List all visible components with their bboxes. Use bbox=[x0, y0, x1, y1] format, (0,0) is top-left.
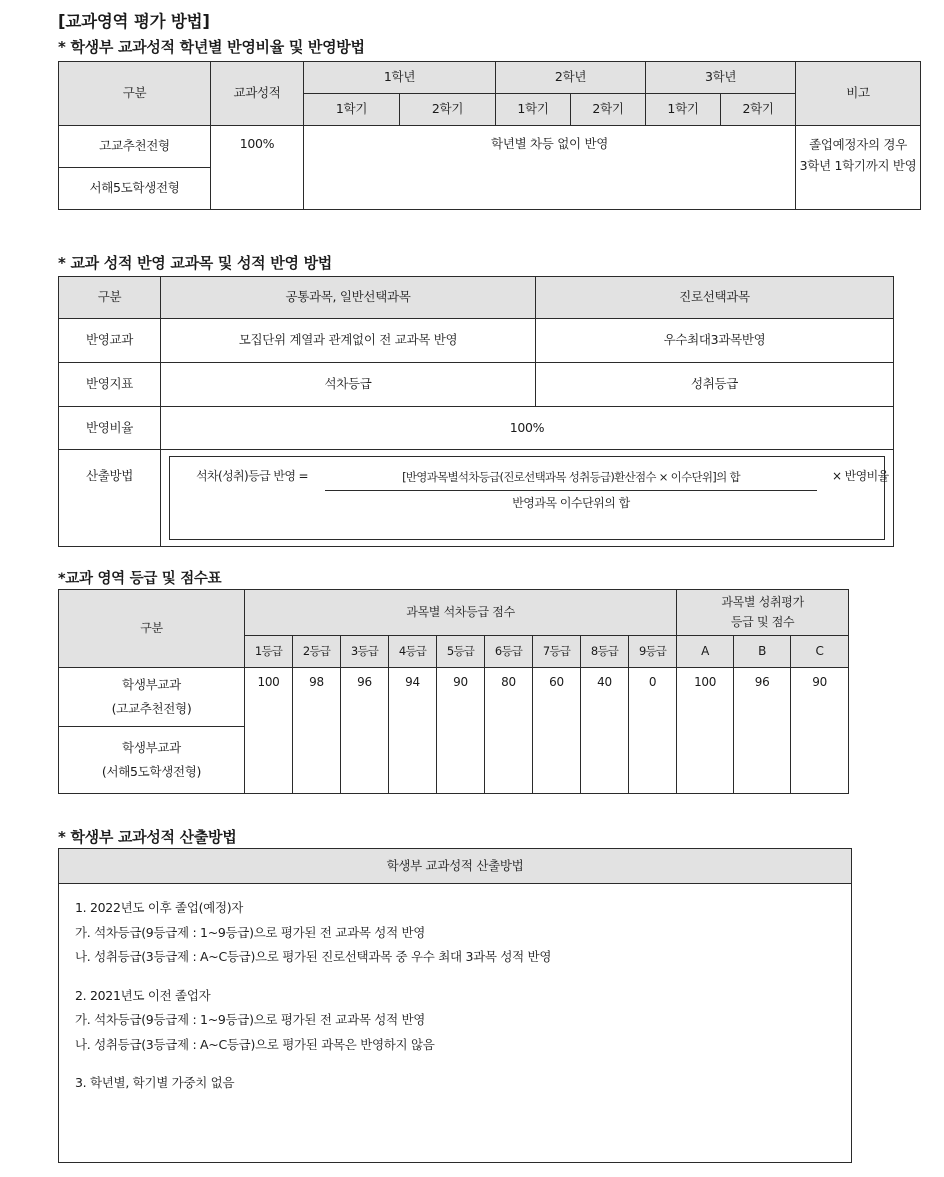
table-row bbox=[59, 849, 852, 884]
header-remarks: 비고 bbox=[796, 62, 921, 126]
score-achieve-a: 100 bbox=[677, 667, 734, 793]
score-rank-5: 90 bbox=[437, 667, 485, 793]
header-rank-1: 1등급 bbox=[245, 635, 293, 667]
header-rank-6: 6등급 bbox=[485, 635, 533, 667]
section-heading-calc-method: * 학생부 교과성적 산출방법 bbox=[58, 828, 237, 846]
formula-row bbox=[170, 457, 889, 515]
merged-note: 학년별 차등 없이 반영 bbox=[304, 126, 796, 210]
header-calc-method: 학생부 교과성적 산출방법 bbox=[59, 849, 852, 884]
formula-fraction bbox=[322, 467, 820, 515]
header-achieve-a: A bbox=[677, 635, 734, 667]
table-row bbox=[59, 319, 894, 363]
header-division: 구분 bbox=[59, 590, 245, 668]
calc-method-body bbox=[59, 884, 852, 1163]
score-rank-4: 94 bbox=[389, 667, 437, 793]
row-label-seohae bbox=[59, 726, 245, 793]
header-grade-3: 3학년 bbox=[646, 62, 796, 94]
header-achieve-c: C bbox=[791, 635, 849, 667]
score-rank-2: 98 bbox=[293, 667, 341, 793]
row-label-line-1: 학생부교과 bbox=[122, 740, 181, 756]
header-rank-4: 4등급 bbox=[389, 635, 437, 667]
header-achievement-group bbox=[677, 590, 849, 636]
formula-denominator: 반영과목 이수단위의 합 bbox=[512, 495, 630, 510]
remarks-line-2: 3학년 1학기까지 반영 bbox=[799, 158, 917, 174]
score-achieve-b: 96 bbox=[734, 667, 791, 793]
method-line: 3. 학년별, 학기별 가중치 없음 bbox=[75, 1075, 235, 1090]
header-rank-score-group: 과목별 석차등급 점수 bbox=[245, 590, 677, 636]
table-row bbox=[59, 277, 894, 319]
method-line: 나. 성취등급(3등급제 : A~C등급)으로 평가된 진로선택과목 중 우수 최대 3과목 성적 반영 bbox=[75, 949, 552, 964]
header-g2-term1: 1학기 bbox=[496, 94, 571, 126]
header-grade-1: 1학년 bbox=[304, 62, 496, 94]
header-grade-2: 2학년 bbox=[496, 62, 646, 94]
header-achieve-b: B bbox=[734, 635, 791, 667]
formula-right-side: × 반영비율 bbox=[831, 469, 889, 483]
header-g3-term1: 1학기 bbox=[646, 94, 721, 126]
remarks-cell bbox=[796, 126, 921, 210]
formula-cell bbox=[161, 450, 894, 547]
row-label-formula: 산출방법 bbox=[59, 450, 161, 547]
method-line: 가. 석차등급(9등급제 : 1~9등급)으로 평가된 전 교과목 성적 반영 bbox=[75, 1012, 426, 1027]
section-heading-subject: * 교과 성적 반영 교과목 및 성적 반영 방법 bbox=[58, 254, 332, 272]
header-achievement-line-2: 등급 및 점수 bbox=[730, 615, 795, 630]
row-label-ratio: 반영비율 bbox=[59, 407, 161, 450]
method-line: 2. 2021년도 이전 졸업자 bbox=[75, 987, 211, 1003]
cell-career-indicator: 성취등급 bbox=[536, 363, 894, 407]
section-heading-score-table: *교과 영역 등급 및 점수표 bbox=[58, 571, 222, 587]
row-label-gochu bbox=[59, 667, 245, 726]
header-common-subject: 공통과목, 일반선택과목 bbox=[161, 277, 536, 319]
score-rank-3: 96 bbox=[341, 667, 389, 793]
table-row bbox=[59, 590, 849, 636]
header-g1-term2: 2학기 bbox=[400, 94, 496, 126]
formula-numerator: [반영과목별석차등급(진로선택과목 성취등급)환산점수 × 이수단위]의 합 bbox=[402, 470, 740, 484]
semester-ratio-table bbox=[58, 61, 921, 210]
method-line: 1. 2022년도 이후 졸업(예정)자 bbox=[75, 900, 244, 915]
header-g3-term2: 2학기 bbox=[721, 94, 796, 126]
method-spacer bbox=[73, 1057, 837, 1071]
table-row bbox=[59, 667, 849, 726]
score-rank-1: 100 bbox=[245, 667, 293, 793]
table-row bbox=[59, 884, 852, 1163]
ratio-value: 100% bbox=[211, 126, 304, 210]
cell-common-indicator: 석차등급 bbox=[161, 363, 536, 407]
score-rank-8: 40 bbox=[581, 667, 629, 793]
row-label-line-2: (서해5도학생전형) bbox=[101, 763, 202, 779]
formula-left-side: 석차(성취)등급 반영 = bbox=[196, 469, 308, 483]
score-rank-6: 80 bbox=[485, 667, 533, 793]
header-rank-9: 9등급 bbox=[629, 635, 677, 667]
method-spacer bbox=[73, 970, 837, 984]
table-row bbox=[59, 126, 921, 168]
remarks-line-1: 졸업예정자의 경우 bbox=[809, 137, 907, 152]
table-row bbox=[59, 407, 894, 450]
header-rank-3: 3등급 bbox=[341, 635, 389, 667]
row-label-line-1: 학생부교과 bbox=[122, 677, 181, 693]
header-rank-5: 5등급 bbox=[437, 635, 485, 667]
row-label-reflect-subject: 반영교과 bbox=[59, 319, 161, 363]
page-title: [교과영역 평가 방법] bbox=[58, 12, 210, 31]
cell-common-reflect: 모집단위 계열과 관계없이 전 교과목 반영 bbox=[161, 319, 536, 363]
header-g2-term2: 2학기 bbox=[571, 94, 646, 126]
table-row bbox=[59, 450, 894, 547]
subject-reflection-table bbox=[58, 276, 894, 547]
section-heading-semester: * 학생부 교과성적 학년별 반영비율 및 반영방법 bbox=[58, 38, 365, 56]
row-label-line-2: (고교추천전형) bbox=[111, 700, 192, 716]
header-rank-2: 2등급 bbox=[293, 635, 341, 667]
score-achieve-c: 90 bbox=[791, 667, 849, 793]
score-rank-9: 0 bbox=[629, 667, 677, 793]
row-label-seohae: 서해5도학생전형 bbox=[59, 168, 211, 210]
table-row bbox=[59, 62, 921, 94]
header-division: 구분 bbox=[59, 62, 211, 126]
header-division: 구분 bbox=[59, 277, 161, 319]
header-g1-term1: 1학기 bbox=[304, 94, 400, 126]
header-rank-7: 7등급 bbox=[533, 635, 581, 667]
header-subject-score: 교과성적 bbox=[211, 62, 304, 126]
cell-career-reflect: 우수최대3과목반영 bbox=[536, 319, 894, 363]
method-line: 가. 석차등급(9등급제 : 1~9등급)으로 평가된 전 교과목 성적 반영 bbox=[75, 924, 426, 940]
method-line: 나. 성취등급(3등급제 : A~C등급)으로 평가된 과목은 반영하지 않음 bbox=[75, 1036, 435, 1052]
calc-method-table bbox=[58, 848, 852, 1163]
table-row bbox=[59, 363, 894, 407]
row-label-indicator: 반영지표 bbox=[59, 363, 161, 407]
header-achievement-line-1: 과목별 성취평가 bbox=[721, 595, 804, 609]
score-rank-7: 60 bbox=[533, 667, 581, 793]
header-career-subject: 진로선택과목 bbox=[536, 277, 894, 319]
row-label-gochu: 고교추천전형 bbox=[59, 126, 211, 168]
cell-ratio-value: 100% bbox=[161, 407, 894, 450]
header-rank-8: 8등급 bbox=[581, 635, 629, 667]
grade-score-table bbox=[58, 589, 849, 794]
formula-box bbox=[169, 456, 889, 540]
